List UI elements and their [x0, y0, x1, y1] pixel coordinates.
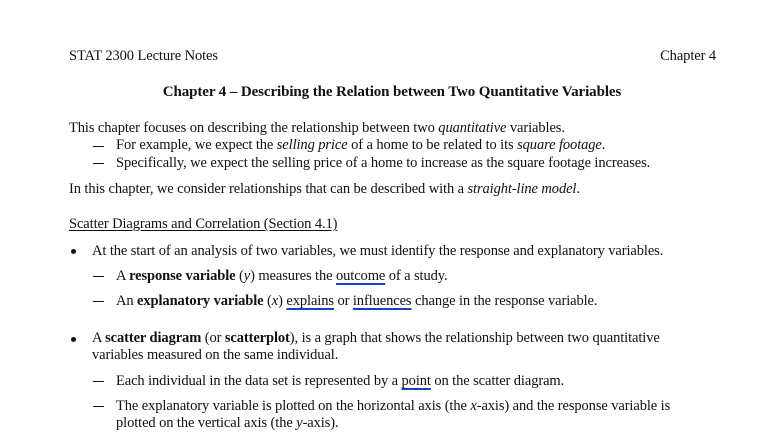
text: ) measures the [250, 268, 336, 284]
term: scatterplot [224, 330, 290, 346]
ink-underlined-word: outcome [335, 268, 386, 284]
bullet-item [92, 330, 660, 347]
text: . [576, 181, 580, 197]
bullet-item: At the start of an analysis of two variables, we must identify the response and explanatory variables. [92, 243, 664, 259]
emphasis: selling price [276, 137, 348, 153]
emphasis: square footage [517, 137, 602, 153]
emphasis: quantitative [438, 120, 507, 136]
text: ) [278, 293, 287, 309]
text: -axis). [302, 415, 339, 431]
bullet-marker [71, 249, 76, 254]
text: -axis) and the response variable is [476, 398, 671, 414]
dash-marker [93, 301, 104, 302]
sub-item [116, 398, 670, 415]
text: ( [235, 268, 244, 284]
dash-marker [93, 406, 104, 407]
text: Each individual in the data set is represented by a [116, 373, 402, 389]
text: This chapter focuses on describing the relationship between two [69, 120, 439, 136]
sub-item-continuation [116, 415, 339, 432]
text: For example, we expect the [116, 137, 277, 153]
dash-marker [93, 276, 104, 277]
bullet-item-continuation: variables measured on the same individual. [92, 347, 339, 363]
term: explanatory variable [137, 293, 264, 309]
dash-marker [93, 146, 104, 147]
text: or [333, 293, 353, 309]
text: variables. [506, 120, 565, 136]
text: plotted on the vertical axis (the [116, 415, 297, 431]
course-header: STAT 2300 Lecture Notes [69, 48, 218, 64]
chapter-header: Chapter 4 [660, 48, 716, 64]
term: response variable [129, 268, 236, 284]
page-title: Chapter 4 – Describing the Relation between Two Quantitative Variables [162, 84, 622, 100]
dash-marker [93, 381, 104, 382]
variable: y [243, 268, 251, 284]
sub-item [116, 373, 564, 390]
ink-underlined-word: point [401, 373, 431, 389]
ink-underlined-word: explains [286, 293, 334, 309]
text: change in the response variable. [411, 293, 598, 309]
intro-sub-item: Specifically, we expect the selling price of a home to increase as the square footage increases. [116, 155, 651, 171]
text: An [116, 293, 138, 309]
text: on the scatter diagram. [430, 373, 565, 389]
sub-item [116, 268, 448, 285]
variable: x [470, 398, 477, 414]
intro-paragraph [69, 120, 565, 137]
variable: x [271, 293, 279, 309]
text: of a home to be related to its [347, 137, 518, 153]
bullet-marker [71, 337, 76, 342]
term: scatter diagram [105, 330, 202, 346]
text: ), is a graph that shows the relationship between two quantitative [289, 330, 660, 346]
text: (or [201, 330, 225, 346]
text: In this chapter, we consider relationships that can be described with a [69, 181, 468, 197]
text: A [116, 268, 130, 284]
intro-paragraph [69, 181, 580, 198]
text: The explanatory variable is plotted on the horizontal axis (the [116, 398, 471, 414]
variable: y [296, 415, 303, 431]
text: . [601, 137, 606, 153]
sub-item [116, 293, 597, 310]
text: ( [263, 293, 272, 309]
section-heading: Scatter Diagrams and Correlation (Section 4.1) [69, 216, 338, 232]
intro-sub-item [116, 137, 605, 154]
emphasis: straight-line model [467, 181, 577, 197]
dash-marker [93, 163, 104, 164]
ink-underlined-word: influences [352, 293, 412, 309]
text: of a study. [385, 268, 448, 284]
text: A [92, 330, 106, 346]
